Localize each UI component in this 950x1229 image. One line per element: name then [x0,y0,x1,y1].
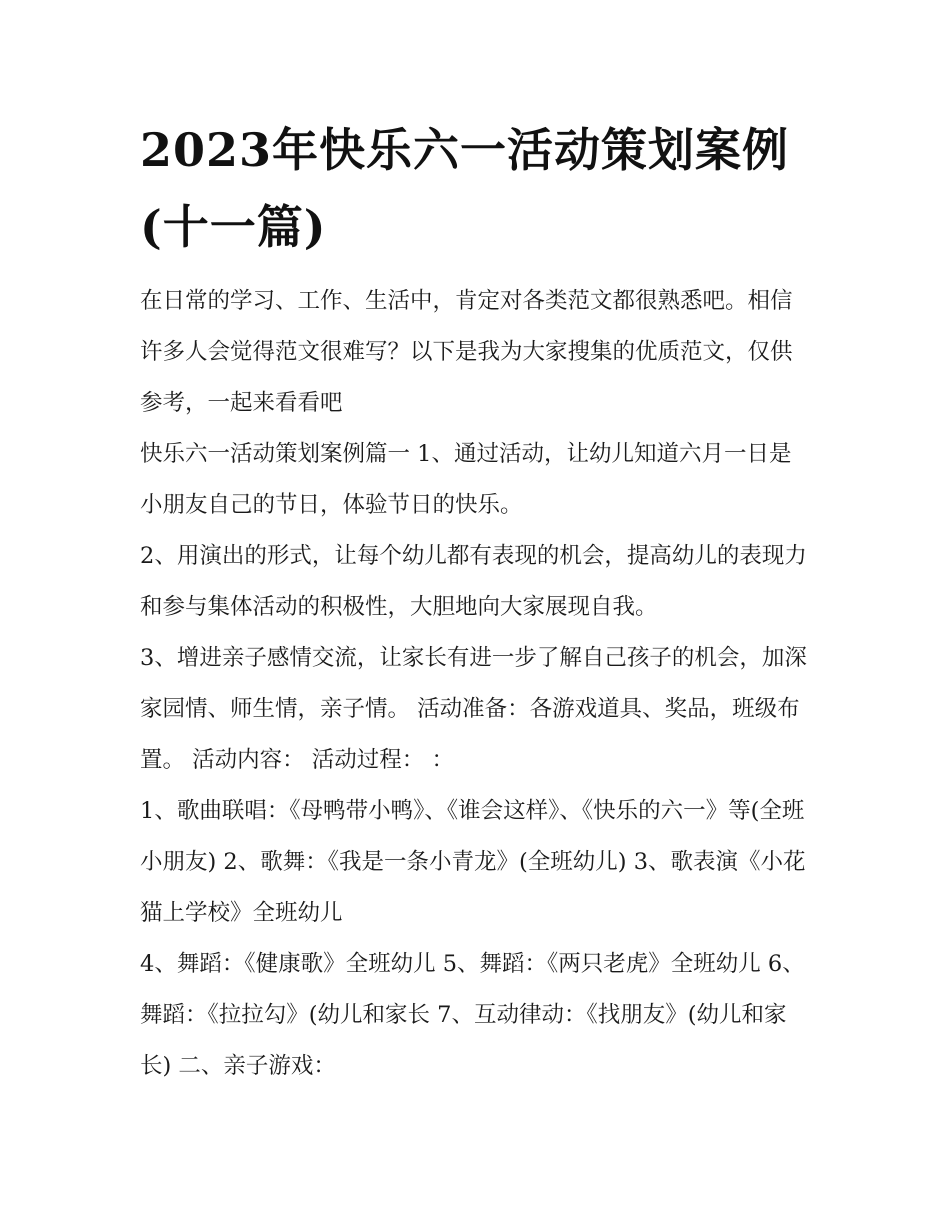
document-body [140,276,812,1092]
paragraph-program-1: 1、歌曲联唱：《母鸭带小鸭》、《谁会这样》、《快乐的六一》等(全班小朋友) 2、歌舞：《我是一条小青龙》(全班幼儿) 3、歌表演《小花猫上学校》全班幼儿 [140,798,806,926]
paragraph-case-one-goal-1: 快乐六一活动策划案例篇一 1、通过活动，让幼儿知道六月一日是小朋友自己的节日，体验节日的快乐。 [140,441,792,518]
document-title: 2023年快乐六一活动策划案例(十一篇) [140,123,790,254]
paragraph-program-2: 4、舞蹈：《健康歌》全班幼儿 5、舞蹈：《两只老虎》全班幼儿 6、舞蹈：《拉拉勾》(幼儿和家长 7、互动律动：《找朋友》(幼儿和家长) 二、亲子游戏： [140,951,805,1079]
paragraph-goal-3: 3、增进亲子感情交流，让家长有进一步了解自己孩子的机会，加深家园情、师生情，亲子情。 活动准备：各游戏道具、奖品，班级布置。 活动内容： 活动过程： ： [140,645,807,773]
paragraph-goal-2: 2、用演出的形式，让每个幼儿都有表现的机会，提高幼儿的表现力和参与集体活动的积极性，大胆地向大家展现自我。 [140,543,807,620]
paragraph-intro: 在日常的学习、工作、生活中，肯定对各类范文都很熟悉吧。相信许多人会觉得范文很难写？以下是我为大家搜集的优质范文，仅供参考，一起来看看吧 [140,288,793,416]
